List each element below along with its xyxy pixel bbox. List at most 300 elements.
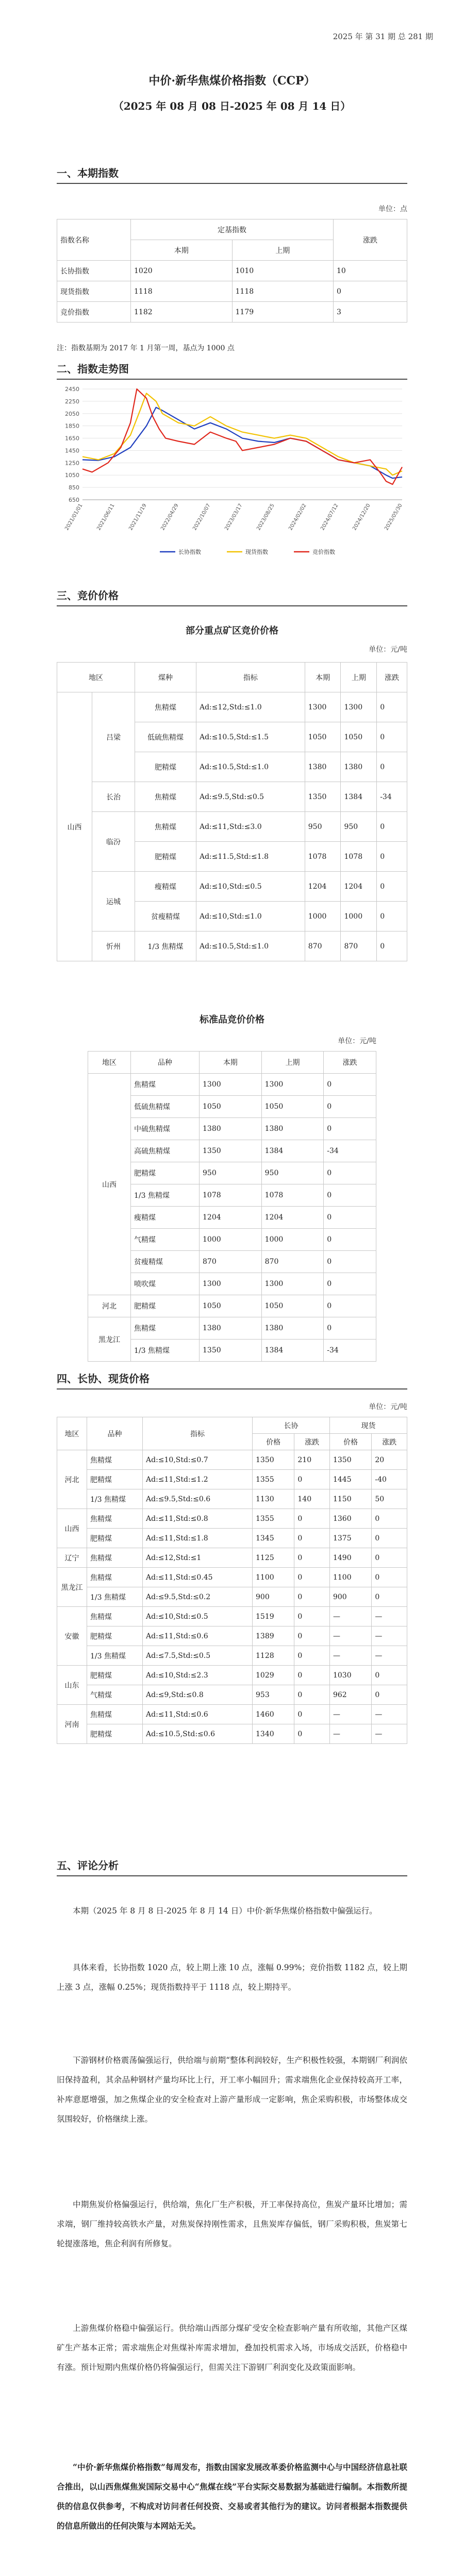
table-row: [57, 1568, 407, 1587]
cell: 0: [372, 1548, 407, 1568]
cell: 瘦精煤: [135, 872, 196, 902]
cell: Ad:≤11,Std:≤0.6: [143, 1626, 253, 1646]
cell: Ad:≤12,Std:≤1: [143, 1548, 253, 1568]
table-row: [88, 1229, 376, 1251]
table-row: [57, 1724, 407, 1744]
cell: Ad:≤11,Std:≤1.8: [143, 1529, 253, 1548]
cell: 0: [294, 1685, 330, 1705]
legend-label: 长协指数: [178, 549, 201, 555]
region-cell: 安徽: [57, 1607, 87, 1666]
y-tick-label: 850: [69, 484, 79, 492]
section-5-heading: 五、评论分析: [57, 1859, 119, 1872]
cell: 贫瘦精煤: [135, 902, 196, 931]
cell: 1182: [131, 302, 233, 323]
cell: Ad:≤10.5,Std:≤1.5: [196, 722, 305, 752]
cell: 1000: [305, 902, 341, 931]
cell: 喷吹煤: [131, 1273, 200, 1295]
cell: 0: [372, 1685, 407, 1705]
cell: Ad:≤11,Std:≤1.2: [143, 1470, 253, 1489]
cell: 焦精煤: [87, 1607, 143, 1626]
cell: 肥精煤: [135, 842, 196, 872]
cell: 瘦精煤: [131, 1207, 200, 1229]
cell: 焦精煤: [131, 1317, 200, 1340]
header-name: 指数名称: [57, 219, 131, 261]
region-cell: 黑龙江: [88, 1317, 131, 1362]
cell: Ad:≤10.5,Std:≤1.0: [196, 752, 305, 782]
analysis-paragraph-3: 下游钢材价格震荡偏强运行，供给端与前期“整体利润较好，生产积极性较强，本期钢厂利润依旧保持盈利，其余品种钢材产量均环比上行，开工率小幅回升；需求端焦化企业保持较高开工率，补库意愿增强，加之焦煤企业的安全检查对上游产量形成一定影响，焦企采购积极，市场整体成交氛围较好，价格继续上涨。: [57, 2056, 407, 2124]
cell: 肥精煤: [87, 1626, 143, 1646]
cell: 1100: [253, 1568, 294, 1587]
longterm-spot-table: [57, 1417, 407, 1744]
cell: 1179: [232, 302, 334, 323]
table-row: [57, 812, 407, 842]
cell: 1380: [341, 752, 377, 782]
table-row: [88, 1184, 376, 1207]
x-tick-label: 2024/07/12: [320, 503, 340, 532]
analysis-paragraph-5: 上游焦煤价格稳中偏强运行。供给端山西部分煤矿受安全检查影响产量有所收缩，其他产区煤矿生产基本正常；需求端焦企对焦煤补库需求增加，叠加投机需求入场，市场成交活跃，价格稳中有涨。预计短期内焦煤价格仍将偏强运行，但需关注下游钢厂利润变化及政策面影响。: [57, 2324, 407, 2372]
t1-header-current: 本期: [305, 663, 341, 692]
table-row: [88, 1340, 376, 1362]
cell: -34: [324, 1140, 376, 1162]
cell: 1/3 焦精煤: [131, 1340, 200, 1362]
x-tick-label: 2021/01/01: [64, 503, 84, 532]
cell: 1130: [253, 1489, 294, 1509]
cell: 1078: [305, 842, 341, 872]
t2-header-region: 地区: [88, 1052, 131, 1074]
table1-unit: 单位：元/吨: [369, 646, 407, 654]
index-table: [57, 219, 407, 323]
x-tick-label: 2022/10/07: [192, 503, 212, 532]
y-tick-label: 2450: [65, 386, 79, 393]
cell: 低硫焦精煤: [135, 722, 196, 752]
section-4-rule: [57, 1388, 407, 1389]
cell: 1350: [200, 1140, 262, 1162]
cell: 肥精煤: [131, 1295, 200, 1317]
cell: 0: [377, 842, 407, 872]
cell: 1100: [329, 1568, 371, 1587]
cell: 1118: [232, 281, 334, 302]
cell: 0: [324, 1229, 376, 1251]
t3-header-sp-change: 涨跌: [372, 1434, 407, 1450]
cell: 962: [329, 1685, 371, 1705]
cell: 1300: [200, 1273, 262, 1295]
x-tick-label: 2024/02/02: [288, 503, 308, 532]
cell: —: [372, 1705, 407, 1724]
cell: 0: [294, 1568, 330, 1587]
cell: Ad:≤10,Std:≤2.3: [143, 1666, 253, 1685]
province-cell: 山西: [57, 692, 92, 961]
section-3-rule: [57, 605, 407, 606]
cell: 0: [372, 1529, 407, 1548]
t1-header-region: 地区: [57, 663, 135, 692]
cell: 950: [261, 1162, 324, 1184]
table-row: [57, 1587, 407, 1607]
cell: 1380: [200, 1118, 262, 1140]
cell: 0: [324, 1162, 376, 1184]
y-tick-label: 1250: [65, 460, 79, 467]
cell: 0: [294, 1470, 330, 1489]
cell: 1029: [253, 1666, 294, 1685]
cell: —: [329, 1646, 371, 1666]
cell: 1300: [200, 1074, 262, 1096]
cell: 0: [294, 1607, 330, 1626]
cell: Ad:≤11,Std:≤0.8: [143, 1509, 253, 1529]
cell: 1050: [261, 1096, 324, 1118]
y-tick-label: 2250: [65, 398, 79, 405]
table-row: [88, 1317, 376, 1340]
cell: 1350: [329, 1450, 371, 1470]
cell: 0: [294, 1548, 330, 1568]
cell: —: [329, 1607, 371, 1626]
cell: 870: [305, 931, 341, 961]
cell: 0: [324, 1184, 376, 1207]
issue-line: 2025 年 第 31 期 总 281 期: [333, 32, 433, 41]
cell: 1000: [261, 1229, 324, 1251]
cell: 焦精煤: [87, 1548, 143, 1568]
table-row: [57, 1607, 407, 1626]
cell: 1350: [253, 1450, 294, 1470]
cell: 1050: [200, 1295, 262, 1317]
table2-title: 标准品竞价价格: [200, 1014, 264, 1025]
cell: 1340: [253, 1724, 294, 1744]
cell: 953: [253, 1685, 294, 1705]
region-cell: 黑龙江: [57, 1568, 87, 1607]
cell: 0: [324, 1207, 376, 1229]
table-row: [88, 1118, 376, 1140]
table-row: [57, 1646, 407, 1666]
index-trend-chart: [57, 384, 412, 564]
auction-mine-table: [57, 662, 407, 961]
table-row: [57, 1705, 407, 1724]
cell: 1300: [261, 1074, 324, 1096]
cell: 1030: [329, 1666, 371, 1685]
cell: 肥精煤: [135, 752, 196, 782]
cell: 1445: [329, 1470, 371, 1489]
cell: —: [329, 1705, 371, 1724]
cell: 1460: [253, 1705, 294, 1724]
cell: 1384: [341, 782, 377, 812]
t1-header-coal: 煤种: [135, 663, 196, 692]
table-row: [88, 1295, 376, 1317]
header-current: 本期: [131, 240, 233, 261]
cell: 1350: [305, 782, 341, 812]
cell: —: [329, 1626, 371, 1646]
cell: -34: [324, 1340, 376, 1362]
cell: 0: [324, 1074, 376, 1096]
cell: 0: [294, 1626, 330, 1646]
y-tick-label: 1850: [65, 422, 79, 430]
cell: 1204: [261, 1207, 324, 1229]
cell: -34: [377, 782, 407, 812]
table2-unit: 单位：元/吨: [338, 1037, 376, 1045]
t3-header-sp-price: 价格: [329, 1434, 371, 1450]
cell: 900: [329, 1587, 371, 1607]
table-row: [57, 1666, 407, 1685]
analysis-paragraph-1: 本期（2025 年 8 月 8 日-2025 年 8 月 14 日）中价·新华焦煤价格指数中偏强运行。: [73, 1906, 377, 1916]
cell: Ad:≤10,Std:≤0.5: [196, 872, 305, 902]
cell: 0: [377, 872, 407, 902]
cell: 0: [372, 1587, 407, 1607]
table-row: [57, 1509, 407, 1529]
cell: Ad:≤11,Std:≤3.0: [196, 812, 305, 842]
cell: 1360: [329, 1509, 371, 1529]
cell: 焦精煤: [135, 812, 196, 842]
t3-header-longterm: 长协: [253, 1417, 330, 1434]
cell: 1128: [253, 1646, 294, 1666]
analysis-paragraph-2: 具体来看，长协指数 1020 点，较上期上涨 10 点，涨幅 0.99%；竞价指数 1182 点，较上期上涨 3 点，涨幅 0.25%；现货指数持平于 1118 点，较上期持平。: [57, 1963, 407, 1992]
cell: 0: [324, 1273, 376, 1295]
chart-svg: [57, 384, 412, 564]
cell: 1380: [261, 1317, 324, 1340]
table-row: [57, 1685, 407, 1705]
cell: 0: [294, 1666, 330, 1685]
t1-header-previous: 上期: [341, 663, 377, 692]
x-tick-label: 2024/12/20: [352, 503, 372, 532]
cell: 高硫焦精煤: [131, 1140, 200, 1162]
header-previous: 上期: [232, 240, 334, 261]
section-3-heading: 三、竞价价格: [57, 589, 119, 602]
cell: —: [372, 1646, 407, 1666]
cell: 1204: [305, 872, 341, 902]
cell: 焦精煤: [87, 1509, 143, 1529]
table-row: [88, 1251, 376, 1273]
t2-header-current: 本期: [200, 1052, 262, 1074]
cell: 1380: [261, 1118, 324, 1140]
cell: 0: [294, 1529, 330, 1548]
cell: 0: [294, 1724, 330, 1744]
cell: 50: [372, 1489, 407, 1509]
t3-header-lt-price: 价格: [253, 1434, 294, 1450]
table-row: [88, 1162, 376, 1184]
section-4-heading: 四、长协、现货价格: [57, 1372, 150, 1385]
cell: 1519: [253, 1607, 294, 1626]
cell: 1375: [329, 1529, 371, 1548]
table-row: [57, 931, 407, 961]
cell: Ad:≤9.5,Std:≤0.6: [143, 1489, 253, 1509]
cell: 870: [200, 1251, 262, 1273]
t1-header-change: 涨跌: [377, 663, 407, 692]
cell: 950: [305, 812, 341, 842]
table-row: [88, 1273, 376, 1295]
table-row: [57, 872, 407, 902]
t1-header-spec: 指标: [196, 663, 305, 692]
cell: 3: [334, 302, 407, 323]
cell: —: [329, 1724, 371, 1744]
cell: -40: [372, 1470, 407, 1489]
cell: 1050: [341, 722, 377, 752]
y-tick-label: 1650: [65, 435, 79, 442]
cell: 1/3 焦精煤: [87, 1646, 143, 1666]
cell: Ad:≤9.5,Std:≤0.5: [196, 782, 305, 812]
cell: 210: [294, 1450, 330, 1470]
x-tick-label: 2021/06/11: [96, 503, 116, 532]
cell: 肥精煤: [87, 1470, 143, 1489]
cell: 焦精煤: [87, 1568, 143, 1587]
cell: 1350: [200, 1340, 262, 1362]
cell: 肥精煤: [131, 1162, 200, 1184]
cell: 肥精煤: [87, 1666, 143, 1685]
cell: 870: [341, 931, 377, 961]
cell: 1010: [232, 261, 334, 281]
series-line-3: [82, 389, 402, 484]
cell: 0: [324, 1317, 376, 1340]
y-tick-label: 1450: [65, 447, 79, 454]
t3-header-coal: 品种: [87, 1417, 143, 1450]
section-2-heading: 二、指数走势图: [57, 363, 129, 375]
cell: 1490: [329, 1548, 371, 1568]
cell: 0: [377, 722, 407, 752]
cell: 0: [324, 1096, 376, 1118]
region-cell: 辽宁: [57, 1548, 87, 1568]
section-4-unit: 单位：元/吨: [369, 1403, 407, 1411]
cell: 1050: [261, 1295, 324, 1317]
table-row: [88, 1140, 376, 1162]
table-row: [57, 1529, 407, 1548]
cell: 0: [294, 1587, 330, 1607]
cell: 950: [341, 812, 377, 842]
cell: 贫瘦精煤: [131, 1251, 200, 1273]
table-row: [88, 1074, 376, 1096]
cell: Ad:≤11,Std:≤0.45: [143, 1568, 253, 1587]
cell: 1204: [200, 1207, 262, 1229]
cell: 焦精煤: [87, 1705, 143, 1724]
area-cell: 忻州: [92, 931, 135, 961]
cell: 0: [377, 812, 407, 842]
cell: 1020: [131, 261, 233, 281]
cell: 0: [324, 1118, 376, 1140]
cell: 肥精煤: [87, 1529, 143, 1548]
cell: 0: [377, 902, 407, 931]
cell: 950: [200, 1162, 262, 1184]
cell: 焦精煤: [135, 692, 196, 722]
cell: 1050: [305, 722, 341, 752]
cell: 竞价指数: [57, 302, 131, 323]
report-title: 中价·新华焦煤价格指数（CCP）: [148, 74, 316, 88]
cell: 长协指数: [57, 261, 131, 281]
t2-header-previous: 上期: [261, 1052, 324, 1074]
table-row: [88, 1096, 376, 1118]
table-row: [57, 1548, 407, 1568]
cell: 0: [372, 1666, 407, 1685]
table-row: [57, 1626, 407, 1646]
standard-auction-table: [88, 1051, 376, 1362]
cell: Ad:≤10,Std:≤0.5: [143, 1607, 253, 1626]
cell: 1380: [200, 1317, 262, 1340]
table-row: [57, 1470, 407, 1489]
region-cell: 山西: [57, 1509, 87, 1548]
t3-header-region: 地区: [57, 1417, 87, 1450]
cell: 0: [294, 1646, 330, 1666]
cell: 1/3 焦精煤: [87, 1587, 143, 1607]
y-tick-label: 650: [69, 497, 79, 503]
section-1-rule: [57, 183, 407, 184]
cell: 1/3 焦精煤: [135, 931, 196, 961]
table-row: [88, 1207, 376, 1229]
cell: 1355: [253, 1509, 294, 1529]
region-cell: 河南: [57, 1705, 87, 1744]
cell: Ad:≤12,Std:≤1.0: [196, 692, 305, 722]
cell: 1389: [253, 1626, 294, 1646]
region-cell: 河北: [57, 1450, 87, 1509]
cell: 1355: [253, 1470, 294, 1489]
cell: 现货指数: [57, 281, 131, 302]
cell: 870: [261, 1251, 324, 1273]
cell: 1380: [305, 752, 341, 782]
section-1-heading: 一、本期指数: [57, 167, 119, 179]
cell: 1384: [261, 1140, 324, 1162]
header-fixed-base: 定基指数: [131, 219, 334, 240]
cell: 气精煤: [87, 1685, 143, 1705]
cell: 140: [294, 1489, 330, 1509]
cell: 1118: [131, 281, 233, 302]
table-row: [57, 782, 407, 812]
section-5-rule: [57, 1875, 407, 1876]
t3-header-spec: 指标: [143, 1417, 253, 1450]
base-note: 注：指数基期为 2017 年 1 月第一周，基点为 1000 点: [57, 344, 235, 352]
cell: 1078: [261, 1184, 324, 1207]
cell: 0: [294, 1705, 330, 1724]
t3-header-lt-change: 涨跌: [294, 1434, 330, 1450]
area-cell: 长治: [92, 782, 135, 812]
cell: Ad:≤10.5,Std:≤1.0: [196, 931, 305, 961]
cell: 1204: [341, 872, 377, 902]
cell: 1078: [200, 1184, 262, 1207]
cell: 焦精煤: [87, 1450, 143, 1470]
cell: 1050: [200, 1096, 262, 1118]
area-cell: 吕梁: [92, 692, 135, 782]
cell: Ad:≤11,Std:≤0.6: [143, 1705, 253, 1724]
cell: Ad:≤11.5,Std:≤1.8: [196, 842, 305, 872]
cell: Ad:≤10,Std:≤1.0: [196, 902, 305, 931]
cell: 焦精煤: [131, 1074, 200, 1096]
x-tick-label: 2023/03/17: [224, 503, 244, 532]
cell: 0: [324, 1251, 376, 1273]
table1-title: 部分重点矿区竞价价格: [186, 625, 278, 636]
cell: 1300: [261, 1273, 324, 1295]
cell: 900: [253, 1587, 294, 1607]
table-row: [57, 302, 407, 323]
cell: 1000: [341, 902, 377, 931]
cell: 1300: [305, 692, 341, 722]
x-tick-label: 2021/11/19: [128, 503, 148, 532]
region-cell: 山东: [57, 1666, 87, 1705]
table-row: [57, 1450, 407, 1470]
cell: —: [372, 1724, 407, 1744]
table-row: [57, 261, 407, 281]
cell: 0: [377, 692, 407, 722]
cell: 1384: [261, 1340, 324, 1362]
cell: 0: [334, 281, 407, 302]
legend-label: 竞价指数: [312, 549, 335, 555]
cell: Ad:≤9,Std:≤0.8: [143, 1685, 253, 1705]
analysis-paragraph-4: 中期焦炭价格偏强运行，供给端，焦化厂生产积极，开工率保持高位，焦炭产量环比增加；需求端，钢厂维持较高铁水产量，对焦炭保持刚性需求，且焦炭库存偏低，钢厂采购积极，焦炭第七轮提涨落地，焦企利润有所修复。: [57, 2200, 407, 2248]
cell: —: [372, 1607, 407, 1626]
cell: 0: [294, 1509, 330, 1529]
cell: 1078: [341, 842, 377, 872]
report-period: （2025 年 08 月 08 日-2025 年 08 月 14 日）: [113, 100, 351, 112]
cell: 1000: [200, 1229, 262, 1251]
x-tick-label: 2022/04/29: [160, 503, 180, 532]
disclaimer-paragraph: “中价·新华焦煤价格指数”每周发布，指数由国家发展改革委价格监测中心与中国经济信息社联合推出，以山西焦煤焦炭国际交易中心“焦煤在线”平台实际交易数据为基础进行编制。本指数所提供的信息仅供参考，不构成对访问者任何投资、交易或者其他行为的建议。访问者根据本指数提供的信息所做出的任何决策与本网站无关。: [57, 2462, 407, 2531]
cell: 焦精煤: [135, 782, 196, 812]
cell: 0: [324, 1295, 376, 1317]
cell: —: [372, 1626, 407, 1646]
area-cell: 临汾: [92, 812, 135, 872]
cell: Ad:≤7.5,Std:≤0.5: [143, 1646, 253, 1666]
cell: 气精煤: [131, 1229, 200, 1251]
t2-header-change: 涨跌: [324, 1052, 376, 1074]
cell: Ad:≤10.5,Std:≤0.6: [143, 1724, 253, 1744]
